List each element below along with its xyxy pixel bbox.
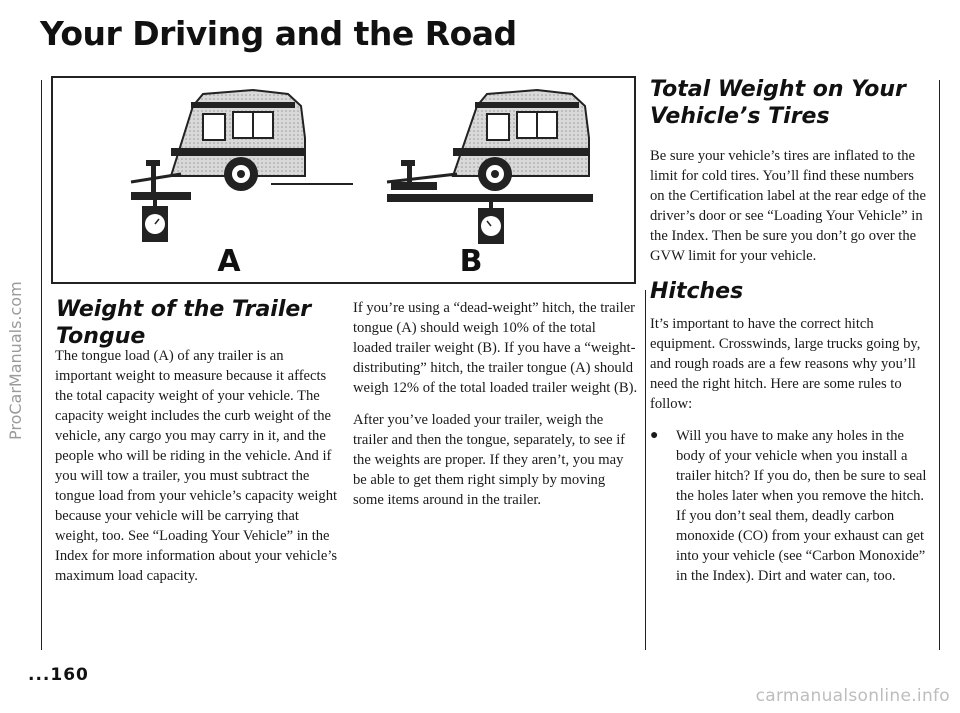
tires-paragraph: Be sure your vehicle’s tires are inflated to the limit for cold tires. You’ll find these numbers on the Certification label at the rear edge of the driver’s door or see “Loading Your Vehicle” in the Index. Then be sure you don’t go over the GVW limit for your vehicle. (650, 148, 926, 264)
trailer-b-drawing (387, 90, 593, 244)
tires-title-line1: Total Weight on Your (650, 77, 906, 102)
bottom-watermark: carmanualsonline.info (755, 686, 950, 706)
left-watermark-text: ProCarManuals.com (6, 281, 25, 440)
tires-body (650, 146, 932, 278)
column-rule-middle (645, 290, 646, 650)
tongue-paragraph-1: The tongue load (A) of any trailer is an important weight to measure because it affects the total capacity weight of your vehicle. The capacity weight includes the curb weight of the vehicle, any cargo you may carry in it, and the people who will be riding in the vehicle. And if you will tow a trailer, you must subtract the tongue load from your vehicle’s capacity weight because your vehicle will be carrying that weight, too. See “Loading Your Vehicle” in the Index for more information about your vehicle’s maximum load capacity. (55, 348, 338, 584)
trailer-tongue-weight-illustration (51, 76, 636, 284)
left-watermark (4, 0, 26, 708)
column-rule-left (41, 80, 42, 650)
page-header-title: Your Driving and the Road (40, 14, 517, 53)
column-rule-right (939, 80, 940, 650)
tongue-section-heading (56, 296, 342, 350)
tongue-title-line2: Tongue (56, 324, 146, 349)
hitches-paragraph: It’s important to have the correct hitch equipment. Crosswinds, large trucks going by, and rough roads are a few reasons why you’ll need the right hitch. Here are some rules to follow: (650, 316, 921, 412)
figure-label-a: A (217, 244, 241, 279)
hitches-body (650, 314, 932, 586)
hitches-bullet-1-text: Will you have to make any holes in the body of your vehicle when you install a trailer hitch? If you do, then be sure to seal the holes later when you remove the hitch. If you don’t seal them, deadly carbon monoxide (CO) from your exhaust can get into your vehicle (see “Carbon Monoxide” in the Index). Dirt and water can, too. (676, 428, 927, 584)
figure-label-b: B (459, 244, 483, 279)
bullet-icon: ● (650, 428, 659, 443)
page-number: ...160 (28, 665, 89, 685)
tires-section-heading (650, 76, 932, 130)
tires-title-line2: Vehicle’s Tires (650, 104, 830, 129)
tongue-paragraph-2: If you’re using a “dead-weight” hitch, the trailer tongue (A) should weigh 10% of the total loaded trailer weight (B). If you have a “weight-distributing” hitch, the trailer tongue (A) should weigh 12% of the total loaded trailer weight (B). (353, 300, 638, 396)
tongue-body-left (55, 346, 341, 598)
tongue-title-line1: Weight of the Trailer (56, 297, 312, 322)
hitches-bullet-1 (650, 426, 932, 586)
trailer-a-drawing (131, 90, 353, 242)
hitches-heading: Hitches (650, 279, 744, 304)
tongue-body-right (353, 298, 638, 522)
tongue-paragraph-3: After you’ve loaded your trailer, weigh the trailer and then the tongue, separately, to see if the weights are proper. If they aren’t, you may be able to get them right simply by moving some items around in the trailer. (353, 412, 626, 508)
